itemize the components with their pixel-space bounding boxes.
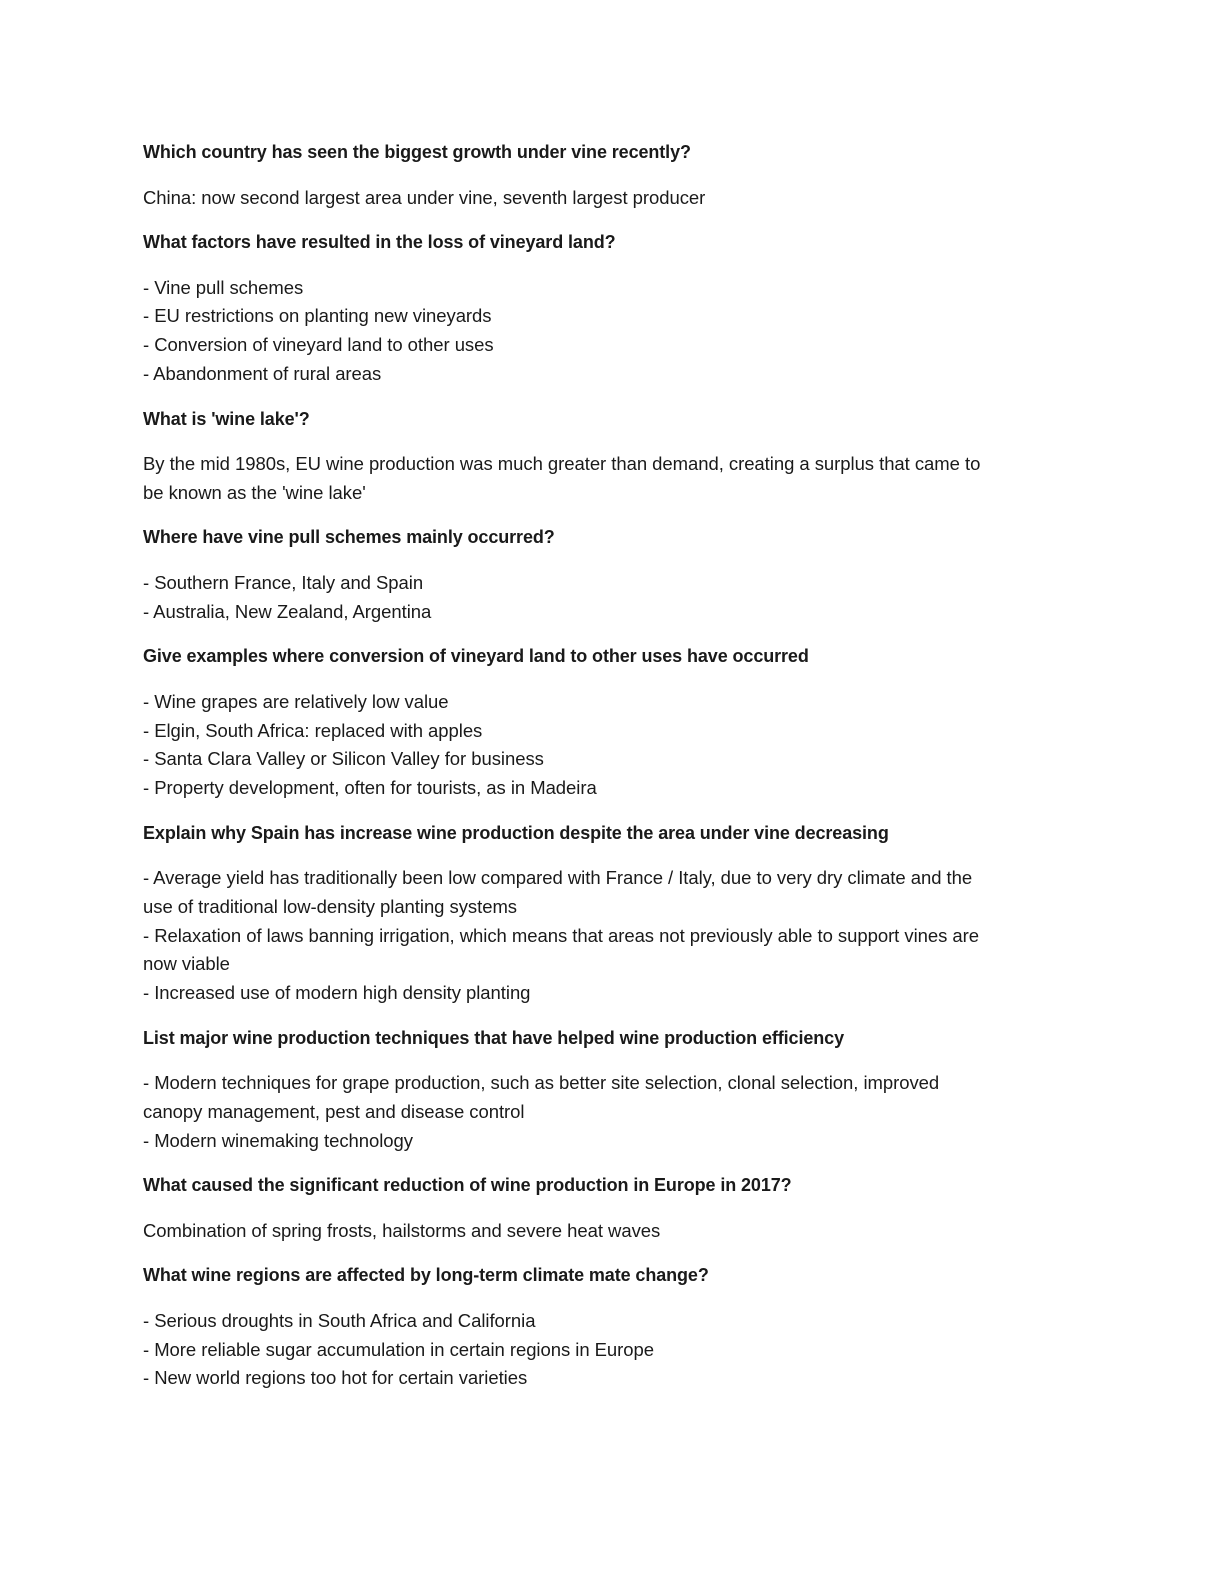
answer-line: canopy management, pest and disease control (143, 1100, 525, 1122)
answer-list (143, 864, 1083, 1008)
answer-line: - Average yield has traditionally been low compared with France / Italy, due to very dry climate and the (143, 867, 973, 889)
question-heading: What caused the significant reduction of wine production in Europe in 2017? (143, 1175, 792, 1196)
answer-list (143, 569, 1083, 626)
question-heading: Explain why Spain has increase wine production despite the area under vine decreasing (143, 822, 889, 843)
answer-line: - Abandonment of rural areas (143, 362, 382, 384)
question-heading: List major wine production techniques that have helped wine production efficiency (143, 1027, 844, 1048)
answer-line: use of traditional low-density planting systems (143, 895, 518, 917)
answer-line: - Southern France, Italy and Spain (143, 571, 424, 593)
question-heading: What factors have resulted in the loss of vineyard land? (143, 232, 616, 253)
answer-line: - Elgin, South Africa: replaced with apples (143, 719, 483, 741)
answer-line: Combination of spring frosts, hailstorms and severe heat waves (143, 1219, 661, 1241)
question-heading: Which country has seen the biggest growth under vine recently? (143, 142, 691, 162)
answer-line: now viable (143, 953, 230, 975)
answer-list (143, 688, 1083, 803)
question-heading: What is 'wine lake'? (143, 408, 310, 429)
answer-line: - Wine grapes are relatively low value (143, 690, 449, 712)
answer-text (143, 184, 1083, 213)
answer-line: - Australia, New Zealand, Argentina (143, 600, 432, 622)
answer-line: - Property development, often for tourists, as in Madeira (143, 776, 597, 798)
answer-line: - Modern techniques for grape production, such as better site selection, clonal selection, improved (143, 1072, 940, 1094)
answer-line: - Increased use of modern high density planting (143, 981, 531, 1003)
answer-line: - Serious droughts in South Africa and California (143, 1309, 536, 1331)
answer-line: - Modern winemaking technology (143, 1129, 413, 1151)
answer-text (143, 1217, 1083, 1246)
answer-list (143, 274, 1083, 389)
answer-line: - EU restrictions on planting new vineyards (143, 305, 492, 327)
answer-line: be known as the 'wine lake' (143, 481, 366, 503)
answer-line: - More reliable sugar accumulation in certain regions in Europe (143, 1338, 655, 1360)
answer-list (143, 1069, 1083, 1155)
answer-line: - Vine pull schemes (143, 276, 304, 298)
answer-list (143, 1307, 1083, 1393)
answer-line: - Conversion of vineyard land to other uses (143, 334, 494, 356)
answer-line: China: now second largest area under vine, seventh largest producer (143, 186, 706, 208)
question-heading: What wine regions are affected by long-term climate mate change? (143, 1265, 709, 1286)
document-page (143, 138, 1083, 1393)
answer-line: - Relaxation of laws banning irrigation, which means that areas not previously able to support vines are (143, 924, 979, 946)
answer-text (143, 450, 1083, 507)
answer-line: - New world regions too hot for certain varieties (143, 1367, 528, 1389)
answer-line: - Santa Clara Valley or Silicon Valley for business (143, 748, 544, 770)
question-heading: Give examples where conversion of vineyard land to other uses have occurred (143, 646, 809, 667)
question-heading: Where have vine pull schemes mainly occurred? (143, 527, 555, 548)
answer-line: By the mid 1980s, EU wine production was much greater than demand, creating a surplus that came to (143, 453, 981, 475)
